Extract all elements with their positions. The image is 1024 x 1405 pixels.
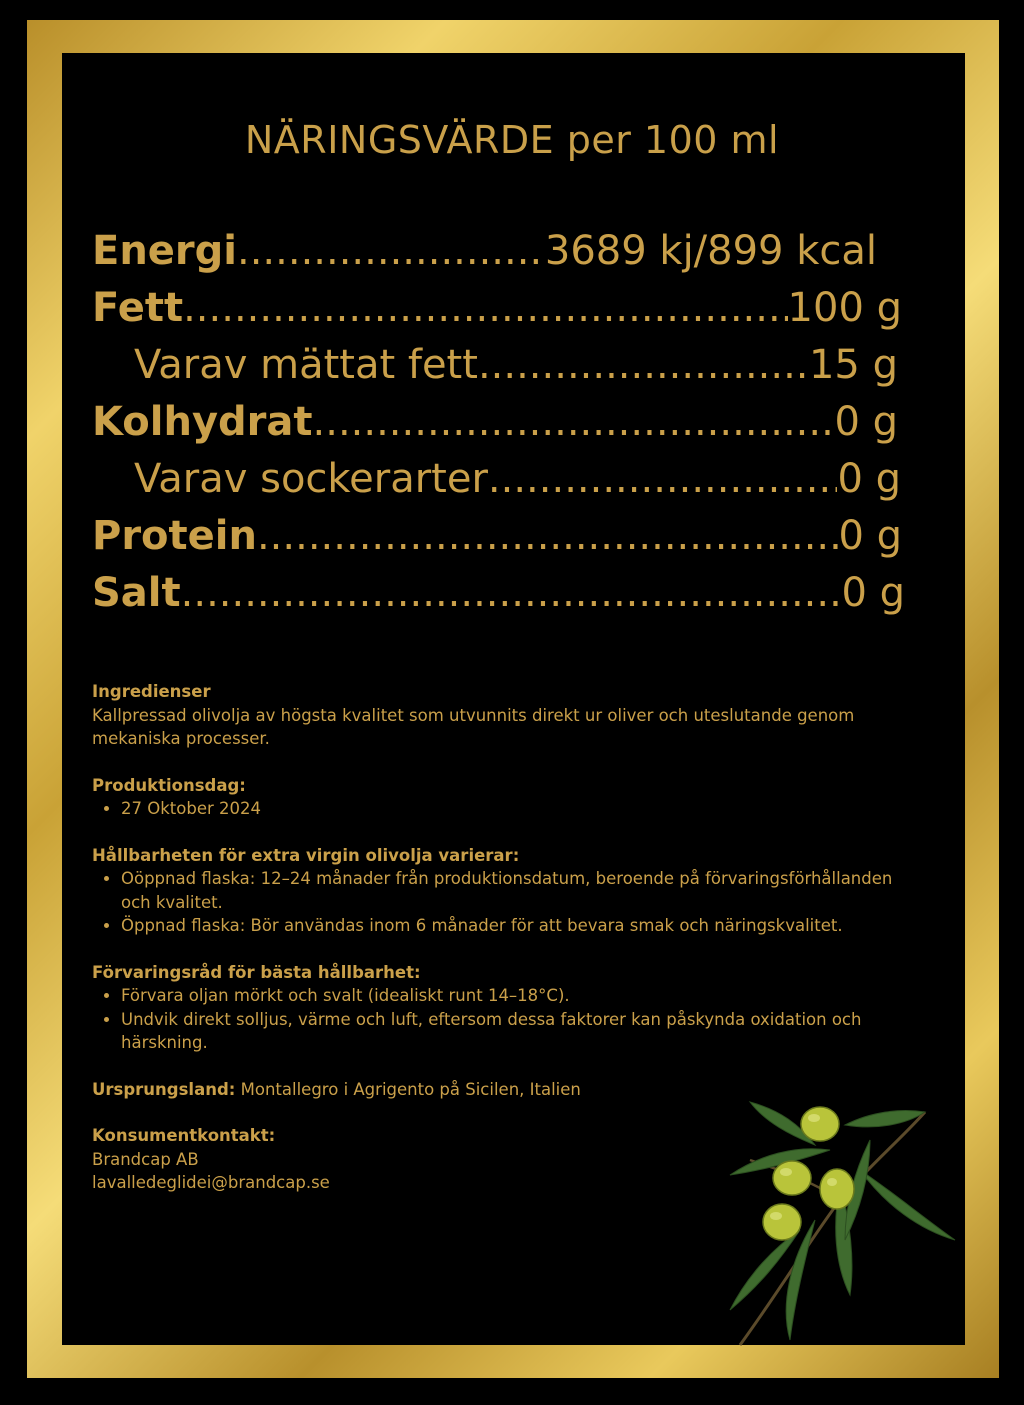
nutrition-value: 3689 kj/899 kcal [544, 228, 877, 274]
nutrition-label: Fett [92, 285, 184, 331]
nutrition-row [92, 570, 905, 626]
list-item: • 27 Oktober 2024 [121, 797, 912, 821]
page-title: NÄRINGSVÄRDE per 100 ml [244, 118, 780, 162]
nutrition-label: Varav sockerarter [134, 456, 488, 502]
nutrition-label: Varav mättat fett [134, 342, 478, 388]
origin-text: Montallegro i Agrigento på Sicilen, Italien [240, 1079, 581, 1099]
contact-company: Brandcap AB [92, 1149, 199, 1169]
nutrition-value: 0 g [837, 456, 901, 502]
nutrition-label: Protein [92, 513, 257, 559]
nutrition-value: 0 g [838, 513, 902, 559]
contact-email: lavalledeglidei@brandcap.se [92, 1173, 330, 1192]
nutrition-row [92, 228, 877, 284]
list-item: • Öppnad flaska: Bör användas inom 6 månader för att bevara smak och näringskvalitet. [121, 914, 912, 938]
nutrition-row [92, 285, 902, 341]
nutrition-value: 0 g [841, 570, 905, 616]
dot-leader [478, 342, 809, 388]
list-item: • Oöppnad flaska: 12–24 månader från produktionsdatum, beroende på förvaringsförhållanden och kvalitet. [121, 867, 912, 914]
ingredients-heading: Ingredienser [92, 682, 211, 701]
production-heading: Produktionsdag: [92, 775, 246, 795]
storage-heading: Förvaringsråd för bästa hållbarhet: [92, 962, 421, 982]
dot-leader [488, 456, 838, 502]
contact-heading: Konsumentkontakt: [92, 1126, 276, 1145]
nutrition-value: 0 g [834, 399, 898, 445]
nutrition-value: 100 g [787, 285, 902, 331]
nutrition-row [92, 342, 898, 398]
nutrition-label: Kolhydrat [92, 399, 313, 445]
production-list [92, 797, 912, 821]
ingredients-text: Kallpressad olivolja av högsta kvalitet som utvunnits direkt ur oliver och uteslutande genom mekaniska processer. [92, 705, 855, 748]
dot-leader [257, 513, 838, 559]
nutrition-value: 15 g [808, 342, 898, 388]
nutrition-row [92, 513, 902, 569]
dot-leader [237, 228, 545, 274]
origin-heading: Ursprungsland: [92, 1079, 236, 1099]
shelf-life-list [92, 867, 912, 938]
storage-list [92, 984, 912, 1055]
shelf-life-heading: Hållbarheten för extra virgin olivolja varierar: [92, 845, 520, 865]
nutrition-label: Energi [92, 228, 237, 274]
list-item: • Förvara oljan mörkt och svalt (idealiskt runt 14–18°C). [121, 984, 912, 1008]
nutrition-label: Salt [92, 570, 181, 616]
nutrition-row [92, 456, 901, 512]
olive-branch-icon [720, 1090, 970, 1350]
list-item: • Undvik direkt solljus, värme och luft, eftersom dessa faktorer kan påskynda oxidation och härskning. [121, 1008, 912, 1055]
nutrition-row [92, 399, 898, 455]
dot-leader [181, 570, 842, 616]
dot-leader [313, 399, 835, 445]
dot-leader [183, 285, 787, 331]
